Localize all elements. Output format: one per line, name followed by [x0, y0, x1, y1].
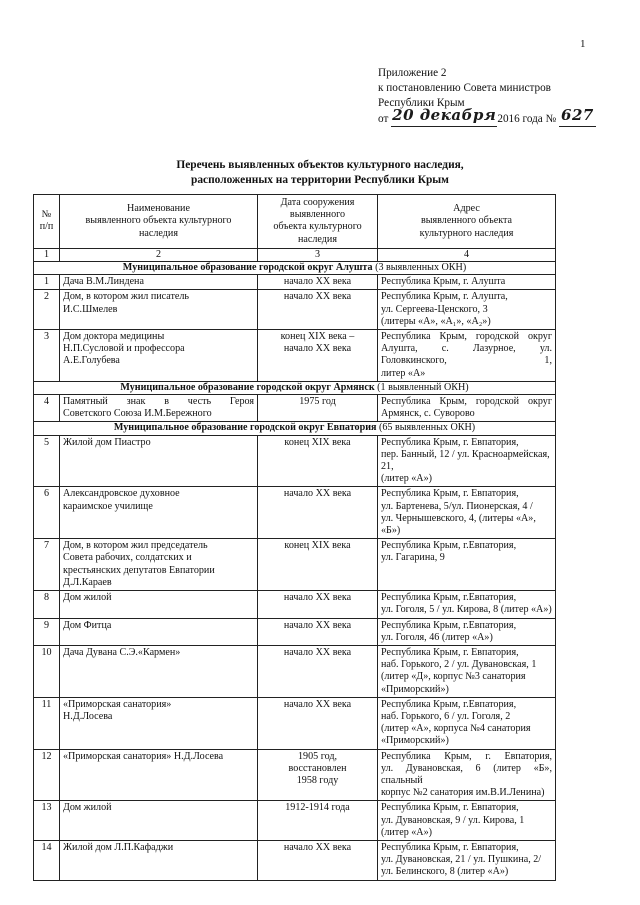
cell-line: начало XX века	[283, 488, 352, 500]
object-name	[60, 275, 258, 290]
cell-line: Жилой дом Пиастро	[63, 436, 151, 448]
cell-line: начало XX века	[283, 343, 352, 355]
object-address	[378, 435, 556, 487]
cell-line: Дача Дувана С.Э.«Кармен»	[63, 646, 181, 658]
cell-line: конец XIX века –	[280, 331, 355, 343]
decree-number-handwritten: 627	[559, 111, 596, 127]
table-row	[34, 840, 556, 880]
decree-year: 2016 года №	[497, 113, 557, 125]
annex-from-prefix: от	[378, 113, 389, 125]
section-count: (1 выявленный ОКН)	[374, 381, 469, 393]
row-number: 3	[34, 330, 60, 382]
section-count: (3 выявленных ОКН)	[372, 262, 467, 274]
cell-line: Республика Крым, г.Евпатория,	[381, 592, 517, 604]
construction-date	[258, 645, 378, 697]
row-number: 1	[34, 275, 60, 290]
table-row	[34, 539, 556, 591]
cell-line: корпус №2 санатория им.В.И.Ленина)	[381, 787, 545, 799]
table-row	[34, 487, 556, 539]
object-address	[378, 539, 556, 591]
table-row	[34, 290, 556, 330]
cell-line: Республика Крым, г.Евпатория,	[381, 619, 517, 631]
cell-line: начало XX века	[283, 841, 352, 853]
cell-line: 1975 год	[299, 396, 336, 408]
annex-line-3: Республики Крым	[378, 97, 465, 109]
row-number: 5	[34, 435, 60, 487]
row-number: 14	[34, 840, 60, 880]
section-title: Муниципальное образование городской округ Алушта	[122, 262, 373, 274]
object-address	[378, 801, 556, 841]
annex-line-1: Приложение 2	[378, 67, 447, 79]
section-count: (65 выявленных ОКН)	[376, 422, 476, 434]
object-address	[378, 487, 556, 539]
heritage-objects-table	[33, 194, 556, 881]
cell-line: «Приморская санатория» Н.Д.Лосева	[63, 750, 224, 762]
column-number: 2	[60, 248, 258, 261]
cell-line: Республика Крым, городской округ	[381, 396, 552, 408]
row-number: 4	[34, 395, 60, 422]
cell-line: 1958 году	[296, 774, 339, 786]
object-name	[60, 618, 258, 645]
table-row	[34, 330, 556, 382]
row-number: 13	[34, 801, 60, 841]
construction-date	[258, 618, 378, 645]
table-row	[34, 801, 556, 841]
header-address: Адрес выявленного объекта культурного наследия	[378, 195, 556, 249]
cell-line: (литеры «А», «А₁», «А₂»)	[381, 315, 491, 327]
column-number: 1	[34, 248, 60, 261]
cell-line: Дом, в котором жил писатель	[63, 291, 189, 303]
table-row	[34, 395, 556, 422]
row-number: 11	[34, 697, 60, 749]
cell-line: А.Е.Голубева	[63, 355, 120, 367]
cell-line: ул. Белинского, 8 (литер «А»)	[381, 866, 509, 878]
cell-line: Александровское духовное	[63, 488, 180, 500]
construction-date	[258, 290, 378, 330]
construction-date	[258, 591, 378, 618]
cell-line: караимское училище	[63, 500, 153, 512]
cell-line: начало XX века	[283, 646, 352, 658]
cell-line: Совета рабочих, солдатских и	[63, 552, 192, 564]
section-title: Муниципальное образование городской округ Евпатория	[113, 422, 377, 434]
cell-line: Н.Д.Лосева	[63, 710, 113, 722]
cell-line: (литер «А»)	[381, 826, 433, 838]
cell-line: Памятный знак в честь Героя	[63, 396, 254, 408]
cell-line: восстановлен	[288, 762, 347, 774]
annex-line-2: к постановлению Совета министров	[378, 82, 551, 94]
header-name: Наименование выявленного объекта культурного наследия	[60, 195, 258, 249]
cell-line: конец XIX века	[284, 540, 351, 552]
cell-line: (литер «Д», корпус №3 санатория	[381, 671, 526, 683]
cell-line: Советского Союза И.М.Бережного	[63, 408, 212, 420]
construction-date	[258, 697, 378, 749]
row-number: 9	[34, 618, 60, 645]
cell-line: Республика Крым, г. Евпатория,	[381, 646, 519, 658]
object-name	[60, 539, 258, 591]
cell-line: пер. Банный, 12 / ул. Красноармейская, 21,	[381, 448, 550, 473]
cell-line: Дом Фитца	[63, 619, 112, 631]
cell-line: ул. Чернышевского, 4, (литеры «А», «Б»)	[381, 512, 536, 537]
cell-line: ул. Гоголя, 5 / ул. Кирова, 8 (литер «А»)	[381, 604, 552, 616]
cell-line: ул. Сергеева-Ценского, 3	[381, 303, 488, 315]
cell-line: Республика Крым, г. Алушта,	[381, 291, 508, 303]
section-row-armyansk	[34, 381, 556, 394]
object-address	[378, 330, 556, 382]
cell-line: Дом жилой	[63, 802, 112, 814]
column-number: 4	[378, 248, 556, 261]
cell-line: Дом жилой	[63, 592, 112, 604]
construction-date	[258, 749, 378, 801]
object-name	[60, 840, 258, 880]
row-number: 10	[34, 645, 60, 697]
table-row	[34, 435, 556, 487]
construction-date	[258, 840, 378, 880]
table-row	[34, 645, 556, 697]
annex-date-line	[378, 106, 596, 127]
cell-line: начало XX века	[283, 698, 352, 710]
construction-date	[258, 435, 378, 487]
header-date: Дата сооружения выявленного объекта культурного наследия	[258, 195, 378, 249]
row-number: 7	[34, 539, 60, 591]
object-name	[60, 749, 258, 801]
table-row	[34, 275, 556, 290]
construction-date	[258, 801, 378, 841]
object-address	[378, 591, 556, 618]
cell-line: начало XX века	[283, 276, 352, 288]
section-row-alushta	[34, 262, 556, 275]
table-header-row	[34, 195, 556, 249]
title-line-2: расположенных на территории Республики Крым	[191, 174, 449, 186]
cell-line: (литер «А», корпуса №4 санатория	[381, 723, 531, 735]
section-title: Муниципальное образование городской округ Армянск	[120, 381, 375, 393]
table-row	[34, 749, 556, 801]
object-address	[378, 618, 556, 645]
object-address	[378, 290, 556, 330]
row-number: 12	[34, 749, 60, 801]
cell-line: наб. Горького, 6 / ул. Гоголя, 2	[381, 710, 511, 722]
cell-line: Н.П.Сусловой и профессора	[63, 343, 185, 355]
cell-line: «Приморская санатория»	[63, 698, 172, 710]
object-name	[60, 330, 258, 382]
object-name	[60, 487, 258, 539]
cell-line: Жилой дом Л.П.Кафаджи	[63, 841, 174, 853]
construction-date	[258, 395, 378, 422]
cell-line: ул. Бартенева, 5/ул. Пионерская, 4 /	[381, 500, 533, 512]
cell-line: Республика Крым, г. Евпатория,	[381, 802, 519, 814]
cell-line: И.С.Шмелев	[63, 303, 118, 315]
cell-line: «Приморский»)	[381, 735, 449, 747]
header-num: № п/п	[34, 195, 60, 249]
cell-line: Республика Крым, г. Алушта	[381, 276, 506, 288]
object-name	[60, 395, 258, 422]
object-name	[60, 435, 258, 487]
cell-line: Дом доктора медицины	[63, 331, 165, 343]
cell-line: Республика Крым, г.Евпатория,	[381, 698, 517, 710]
cell-line: начало XX века	[283, 619, 352, 631]
object-address	[378, 275, 556, 290]
column-number: 3	[258, 248, 378, 261]
object-name	[60, 645, 258, 697]
cell-line: конец XIX века	[284, 436, 351, 448]
object-name	[60, 801, 258, 841]
section-row-evpatoria	[34, 422, 556, 435]
construction-date	[258, 275, 378, 290]
cell-line: Дача В.М.Линдена	[63, 276, 144, 288]
table-row	[34, 618, 556, 645]
cell-line: 1912-1914 года	[285, 802, 350, 814]
construction-date	[258, 330, 378, 382]
cell-line: Республика Крым, городской округ	[381, 331, 552, 343]
cell-line: ул. Гагарина, 9	[381, 552, 445, 564]
cell-line: 1905 год,	[297, 750, 337, 762]
cell-line: начало XX века	[283, 291, 352, 303]
title-line-1: Перечень выявленных объектов культурного наследия,	[176, 159, 464, 171]
cell-line: литер «А»	[381, 367, 426, 379]
object-address	[378, 395, 556, 422]
object-address	[378, 697, 556, 749]
table-row	[34, 591, 556, 618]
row-number: 8	[34, 591, 60, 618]
object-address	[378, 840, 556, 880]
cell-line: Республика Крым, г. Евпатория,	[381, 436, 519, 448]
cell-line: Д.Л.Караев	[63, 576, 112, 588]
object-address	[378, 749, 556, 801]
cell-line: Республика Крым, г. Евпатория,	[381, 750, 552, 762]
cell-line: Республика Крым, г. Евпатория,	[381, 841, 519, 853]
object-name	[60, 697, 258, 749]
decree-date-handwritten: 20 декабря	[391, 111, 497, 127]
page-number: 1	[580, 38, 586, 50]
cell-line: наб. Горького, 2 / ул. Дувановская, 1	[381, 659, 537, 671]
cell-line: ул. Дувановская, 21 / ул. Пушкина, 2/	[381, 854, 542, 866]
object-name	[60, 290, 258, 330]
cell-line: Республика Крым, г.Евпатория,	[381, 540, 517, 552]
construction-date	[258, 487, 378, 539]
construction-date	[258, 539, 378, 591]
cell-line: крестьянских депутатов Евпатории	[63, 564, 215, 576]
row-number: 2	[34, 290, 60, 330]
cell-line: Алушта, с. Лазурное, ул. Головкинского, 1,	[381, 343, 552, 367]
cell-line: ул. Гоголя, 46 (литер «А»)	[381, 631, 493, 643]
column-numbers-row	[34, 248, 556, 261]
cell-line: ул. Дувановская, 9 / ул. Кирова, 1	[381, 814, 525, 826]
object-name	[60, 591, 258, 618]
table-row	[34, 697, 556, 749]
cell-line: Дом, в котором жил председатель	[63, 540, 208, 552]
annex-block	[378, 66, 596, 127]
document-title	[0, 158, 640, 188]
cell-line: Республика Крым, г. Евпатория,	[381, 488, 519, 500]
cell-line: «Приморский»)	[381, 683, 449, 695]
object-address	[378, 645, 556, 697]
cell-line: Армянск, с. Суворово	[381, 408, 475, 420]
cell-line: начало XX века	[283, 592, 352, 604]
row-number: 6	[34, 487, 60, 539]
cell-line: (литер «А»)	[381, 473, 433, 485]
cell-line: ул. Дувановская, 6 (литер «Б», спальный	[381, 762, 552, 786]
